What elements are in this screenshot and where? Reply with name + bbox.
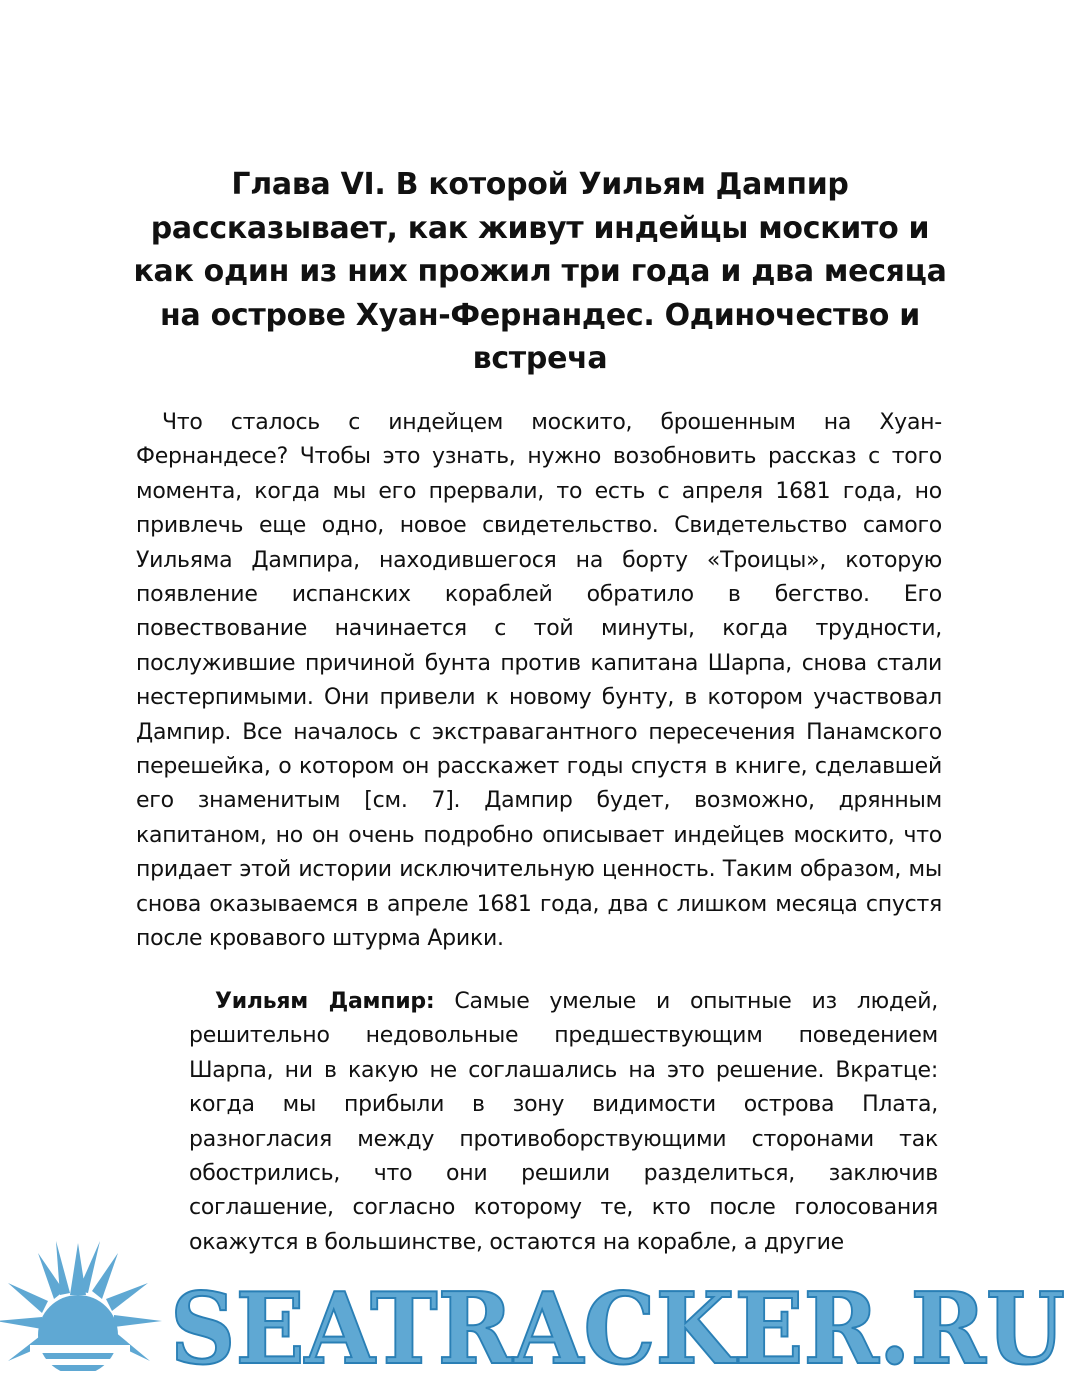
chapter-title: Глава VI. В которой Уильям Дампир рассказывает, как живут индейцы москито и как один из них прожил три года и два месяца на острове Хуан-Фернандес. Одиночество и встреча (133, 167, 947, 376)
body-paragraph: Что сталось с индейцем москито, брошенным на Хуан-Фернандесе? Чтобы это узнать, нужно возобновить рассказ с того момента, когда мы его прервали, то есть с апреля 1681 года, но привлечь еще одно, новое свидетельство. Свидетельство самого Уильяма Дампира, находившегося на борту «Троицы», которую появление испанских кораблей обратило в бегство. Его повествование начинается с той минуты, когда трудности, послужившие причиной бунта против капитана Шарпа, снова стали нестерпимыми. Они привели к новому бунту, в котором участвовал Дампир. Все началось с экстравагантного пересечения Панамского перешейка, о котором он расскажет годы спустя в книге, сделавшей его знаменитым [см. 7]. Дампир будет, возможно, дрянным капитаном, но он очень подробно описывает индейцев москито, что придает этой истории исключительную ценность. Таким образом, мы снова оказываемся в апреле 1681 года, два с лишком месяца спустя после кровавого штурма Арики. (136, 410, 942, 952)
quote-block (189, 985, 938, 1261)
watermark-text: SEATRACKER.RU (170, 1272, 1065, 1387)
quote-speaker: Уильям Дампир: (215, 989, 435, 1014)
sun-icon (0, 1241, 162, 1376)
quote-text: Самые умелые и опытные из людей, решительно недовольные предшествующим поведением Шарпа, ни в какую не соглашались на это решение. Вкратце: когда мы прибыли в зону видимости острова Плата, разногласия между противоборствующими сторонами так обострились, что они решили разделиться, заключив соглашение, согласно которому те, кто после голосования окажутся в большинстве, остаются на корабле, а другие (189, 989, 938, 1255)
